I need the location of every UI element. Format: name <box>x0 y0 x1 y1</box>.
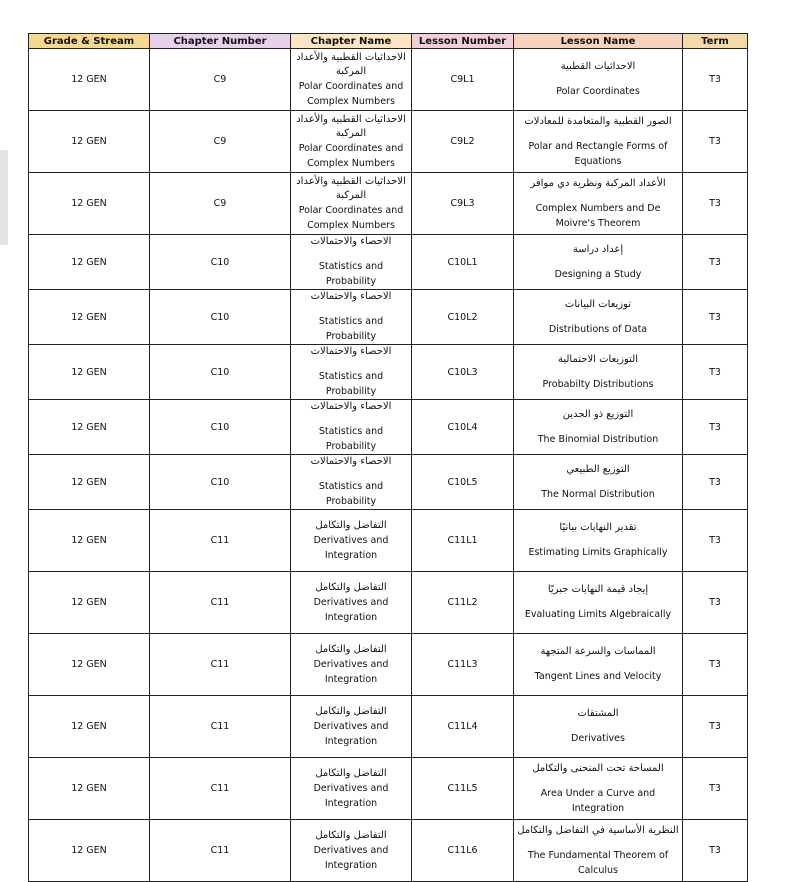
table-row <box>29 173 748 235</box>
chapter-name-english: Polar Coordinates and Complex Numbers <box>298 142 404 169</box>
lesson-name-english: Polar Coordinates <box>556 86 640 97</box>
term-cell: T3 <box>683 634 748 696</box>
lesson-number-cell: C10L5 <box>412 455 514 510</box>
grade-stream-cell: 12 GEN <box>29 634 150 696</box>
lesson-name-cell <box>514 510 683 572</box>
chapter-name-english: Derivatives and Integration <box>313 534 389 561</box>
lesson-number-cell: C10L1 <box>412 235 514 290</box>
chapter-name-english: Derivatives and Integration <box>313 844 389 871</box>
grade-stream-cell: 12 GEN <box>29 510 150 572</box>
chapter-name-arabic: الاحداثيات القطبية والأعداد المركبة <box>296 113 406 139</box>
lesson-name-arabic: إعداد دراسة <box>572 243 624 255</box>
term-cell: T3 <box>683 111 748 173</box>
header-chapter-name: Chapter Name <box>291 34 412 49</box>
lesson-number-cell: C11L4 <box>412 696 514 758</box>
term-cell: T3 <box>683 49 748 111</box>
lesson-name-english: Polar and Rectangle Forms of Equations <box>528 140 668 167</box>
term-cell: T3 <box>683 455 748 510</box>
chapter-name-arabic: الاحداثيات القطبية والأعداد المركبة <box>296 51 406 77</box>
chapter-number-cell: C10 <box>150 455 291 510</box>
table-row <box>29 400 748 455</box>
grade-stream-cell: 12 GEN <box>29 400 150 455</box>
chapter-name-cell <box>291 634 412 696</box>
chapter-name-cell <box>291 345 412 400</box>
lesson-name-english: The Fundamental Theorem of Calculus <box>527 849 669 876</box>
table-row <box>29 111 748 173</box>
lesson-name-english: Area Under a Curve and Integration <box>540 787 656 814</box>
lesson-name-english: The Normal Distribution <box>541 488 655 500</box>
chapter-name-cell <box>291 49 412 111</box>
grade-stream-cell: 12 GEN <box>29 820 150 882</box>
lesson-name-cell <box>514 634 683 696</box>
grade-stream-cell: 12 GEN <box>29 49 150 111</box>
lesson-name-english: Estimating Limits Graphically <box>528 547 668 558</box>
grade-stream-cell: 12 GEN <box>29 572 150 634</box>
lesson-name-english: Derivatives <box>571 733 625 744</box>
chapter-name-english: Derivatives and Integration <box>313 658 389 685</box>
term-cell: T3 <box>683 173 748 235</box>
chapter-name-english: Statistics and Probability <box>318 426 384 452</box>
chapter-name-cell <box>291 173 412 235</box>
header-grade-stream: Grade & Stream <box>29 34 150 49</box>
term-cell: T3 <box>683 510 748 572</box>
chapter-number-cell: C11 <box>150 820 291 882</box>
term-cell: T3 <box>683 572 748 634</box>
chapter-name-cell <box>291 290 412 345</box>
table-row <box>29 49 748 111</box>
lesson-name-cell <box>514 758 683 820</box>
curriculum-table <box>28 33 748 882</box>
grade-stream-cell: 12 GEN <box>29 758 150 820</box>
lesson-name-arabic: المشتقات <box>577 708 619 719</box>
header-term: Term <box>683 34 748 49</box>
chapter-name-arabic: الاحداثيات القطبية والأعداد المركبة <box>296 175 406 201</box>
chapter-name-cell <box>291 696 412 758</box>
lesson-name-arabic: التوزيعات الاحتمالية <box>557 353 639 365</box>
chapter-name-arabic: التفاضل والتكامل <box>315 829 387 841</box>
lesson-number-cell: C11L6 <box>412 820 514 882</box>
lesson-name-cell <box>514 400 683 455</box>
chapter-name-cell <box>291 510 412 572</box>
lesson-name-arabic: الأعداد المركبة ونظرية دي موافر <box>530 177 666 189</box>
chapter-name-arabic: التفاضل والتكامل <box>315 767 387 779</box>
table-row <box>29 510 748 572</box>
term-cell: T3 <box>683 235 748 290</box>
lesson-name-arabic: الصور القطبية والمتعامدة للمعادلات <box>524 115 672 127</box>
chapter-number-cell: C11 <box>150 572 291 634</box>
table-row <box>29 290 748 345</box>
chapter-name-arabic: التفاضل والتكامل <box>315 581 387 593</box>
lesson-name-cell <box>514 111 683 173</box>
chapter-name-arabic: الاحصاء والاحتمالات <box>310 291 392 302</box>
lesson-name-cell <box>514 455 683 510</box>
grade-stream-cell: 12 GEN <box>29 173 150 235</box>
chapter-name-arabic: التفاضل والتكامل <box>315 705 387 717</box>
lesson-name-cell <box>514 572 683 634</box>
lesson-number-cell: C10L2 <box>412 290 514 345</box>
chapter-number-cell: C11 <box>150 696 291 758</box>
chapter-name-english: Derivatives and Integration <box>313 720 389 747</box>
term-cell: T3 <box>683 400 748 455</box>
chapter-name-cell <box>291 758 412 820</box>
lesson-name-cell <box>514 173 683 235</box>
term-cell: T3 <box>683 758 748 820</box>
term-cell: T3 <box>683 345 748 400</box>
header-row <box>29 34 748 49</box>
lesson-name-cell <box>514 235 683 290</box>
chapter-number-cell: C10 <box>150 235 291 290</box>
grade-stream-cell: 12 GEN <box>29 111 150 173</box>
grade-stream-cell: 12 GEN <box>29 455 150 510</box>
lesson-name-cell <box>514 820 683 882</box>
chapter-name-english: Statistics and Probability <box>318 261 384 287</box>
chapter-name-cell <box>291 111 412 173</box>
lesson-name-english: Evaluating Limits Algebraically <box>524 609 672 620</box>
lesson-name-cell <box>514 290 683 345</box>
chapter-name-arabic: الاحصاء والاحتمالات <box>310 401 392 412</box>
chapter-number-cell: C10 <box>150 345 291 400</box>
lesson-name-english: Probabilty Distributions <box>542 378 654 390</box>
page-edge-shade <box>0 150 8 245</box>
lesson-name-english: Designing a Study <box>554 268 642 280</box>
term-cell: T3 <box>683 290 748 345</box>
table-row <box>29 235 748 290</box>
lesson-name-arabic: المماسات والسرعة المتجهة <box>540 646 656 657</box>
lesson-name-arabic: إيجاد قيمة النهايات جبريًا <box>547 584 649 595</box>
lesson-name-english: The Binomial Distribution <box>537 433 659 445</box>
grade-stream-cell: 12 GEN <box>29 696 150 758</box>
lesson-number-cell: C10L3 <box>412 345 514 400</box>
header-chapter-number: Chapter Number <box>150 34 291 49</box>
lesson-name-arabic: التوزيع الطبيعي <box>566 463 630 475</box>
chapter-name-cell <box>291 400 412 455</box>
lesson-number-cell: C9L3 <box>412 173 514 235</box>
lesson-name-arabic: توزيعات البيانات <box>564 298 632 310</box>
table-row <box>29 572 748 634</box>
chapter-number-cell: C10 <box>150 290 291 345</box>
table-row <box>29 345 748 400</box>
chapter-name-english: Polar Coordinates and Complex Numbers <box>298 80 404 107</box>
lesson-name-arabic: التوزيع ذو الحدين <box>562 408 634 420</box>
chapter-name-arabic: الاحصاء والاحتمالات <box>310 346 392 357</box>
chapter-name-arabic: التفاضل والتكامل <box>315 643 387 655</box>
lesson-name-arabic: الاحداثيات القطبية <box>560 61 636 72</box>
chapter-name-cell <box>291 572 412 634</box>
lesson-number-cell: C10L4 <box>412 400 514 455</box>
lesson-name-cell <box>514 345 683 400</box>
lesson-name-english: Complex Numbers and De Moivre's Theorem <box>535 202 661 229</box>
chapter-number-cell: C9 <box>150 173 291 235</box>
chapter-name-english: Derivatives and Integration <box>313 596 389 623</box>
table-row <box>29 758 748 820</box>
grade-stream-cell: 12 GEN <box>29 235 150 290</box>
header-lesson-name: Lesson Name <box>514 34 683 49</box>
header-lesson-number: Lesson Number <box>412 34 514 49</box>
lesson-number-cell: C11L2 <box>412 572 514 634</box>
lesson-name-arabic: تقدير النهايات بيانيًا <box>559 522 637 533</box>
chapter-number-cell: C11 <box>150 758 291 820</box>
chapter-name-cell <box>291 235 412 290</box>
grade-stream-cell: 12 GEN <box>29 290 150 345</box>
chapter-number-cell: C11 <box>150 510 291 572</box>
lesson-number-cell: C9L2 <box>412 111 514 173</box>
lesson-number-cell: C11L5 <box>412 758 514 820</box>
chapter-name-cell <box>291 455 412 510</box>
chapter-name-english: Statistics and Probability <box>318 371 384 397</box>
chapter-name-english: Derivatives and Integration <box>313 782 389 809</box>
term-cell: T3 <box>683 696 748 758</box>
chapter-name-english: Statistics and Probability <box>318 316 384 342</box>
chapter-name-arabic: الاحصاء والاحتمالات <box>310 456 392 467</box>
chapter-name-arabic: الاحصاء والاحتمالات <box>310 236 392 247</box>
chapter-name-english: Statistics and Probability <box>318 481 384 507</box>
lesson-number-cell: C9L1 <box>412 49 514 111</box>
table-row <box>29 455 748 510</box>
lesson-number-cell: C11L1 <box>412 510 514 572</box>
chapter-name-arabic: التفاضل والتكامل <box>315 519 387 531</box>
lesson-name-arabic: المساحة تحت المنحنى والتكامل <box>532 762 664 774</box>
lesson-name-cell <box>514 49 683 111</box>
table-row <box>29 634 748 696</box>
table-row <box>29 820 748 882</box>
lesson-name-english: Tangent Lines and Velocity <box>534 671 662 682</box>
chapter-number-cell: C9 <box>150 49 291 111</box>
chapter-number-cell: C11 <box>150 634 291 696</box>
lesson-name-cell <box>514 696 683 758</box>
table-row <box>29 696 748 758</box>
chapter-number-cell: C10 <box>150 400 291 455</box>
chapter-name-english: Polar Coordinates and Complex Numbers <box>298 204 404 231</box>
lesson-number-cell: C11L3 <box>412 634 514 696</box>
chapter-name-cell <box>291 820 412 882</box>
grade-stream-cell: 12 GEN <box>29 345 150 400</box>
lesson-name-arabic: النظرية الأساسية في التفاضل والتكامل <box>517 824 679 836</box>
chapter-number-cell: C9 <box>150 111 291 173</box>
term-cell: T3 <box>683 820 748 882</box>
lesson-name-english: Distributions of Data <box>548 323 648 335</box>
